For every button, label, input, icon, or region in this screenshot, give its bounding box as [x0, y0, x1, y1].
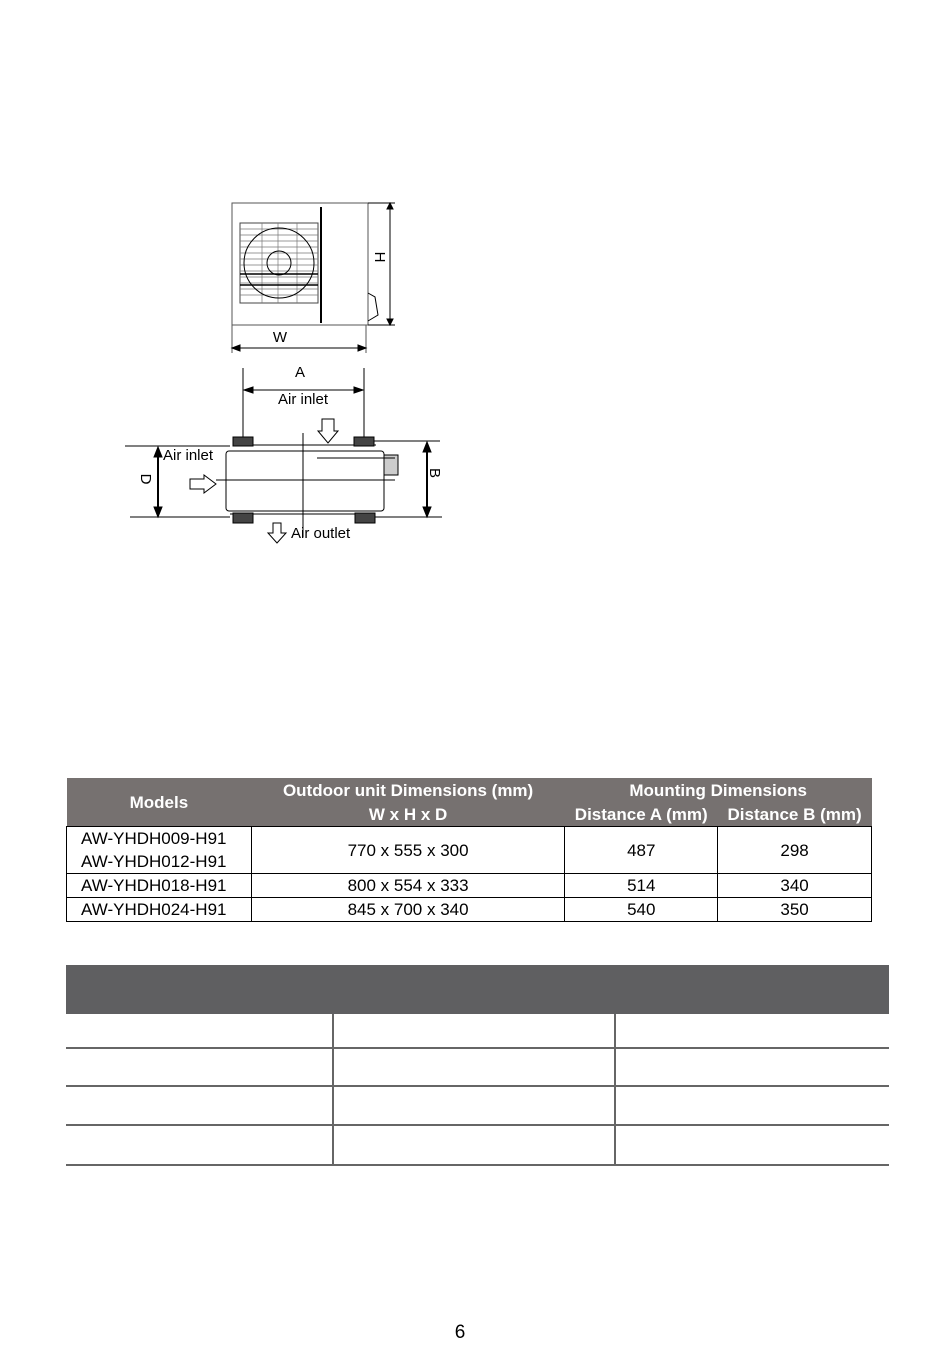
table-row: [67, 874, 872, 898]
air-inlet-top-label: Air inlet: [277, 391, 329, 408]
header-mounting: Mounting Dimensions: [565, 778, 872, 802]
empty-table-row: [66, 1087, 889, 1126]
dims-cell: 800 x 554 x 333: [251, 874, 565, 898]
header-whd: W x H x D: [251, 802, 565, 827]
distance-a-cell: 487: [565, 827, 718, 874]
outdoor-unit-dimension-diagram: [120, 195, 450, 550]
header-distance-b: Distance B (mm): [718, 802, 872, 827]
header-dimensions: Outdoor unit Dimensions (mm): [251, 778, 565, 802]
model-name: AW-YHDH012-H91: [81, 852, 227, 871]
distance-b-cell: 350: [718, 898, 872, 922]
empty-table-row: [66, 1014, 889, 1049]
page-number: 6: [454, 1322, 466, 1343]
empty-table-row: [66, 1049, 889, 1087]
height-label: H: [371, 251, 388, 263]
empty-table-row: [66, 1126, 889, 1166]
dims-cell: 770 x 555 x 300: [251, 827, 565, 874]
empty-table: [66, 965, 889, 1166]
table-row: [67, 827, 872, 874]
distance-a-label: A: [294, 364, 306, 381]
header-distance-a: Distance A (mm): [565, 802, 718, 827]
model-name: AW-YHDH009-H91: [81, 829, 227, 848]
header-models: Models: [67, 778, 252, 827]
model-cell: [67, 827, 252, 874]
dimensions-table: [66, 778, 872, 922]
model-cell: AW-YHDH024-H91: [67, 898, 252, 922]
distance-b-cell: 340: [718, 874, 872, 898]
depth-d-label: D: [137, 473, 154, 485]
air-inlet-left-label: Air inlet: [163, 447, 214, 464]
model-cell: AW-YHDH018-H91: [67, 874, 252, 898]
table-row: [67, 898, 872, 922]
distance-a-cell: 514: [565, 874, 718, 898]
distance-a-cell: 540: [565, 898, 718, 922]
distance-b-label: B: [426, 467, 443, 479]
empty-table-header: [66, 965, 889, 1014]
distance-b-cell: 298: [718, 827, 872, 874]
width-label: W: [272, 329, 288, 346]
air-outlet-label: Air outlet: [291, 525, 351, 542]
dims-cell: 845 x 700 x 340: [251, 898, 565, 922]
